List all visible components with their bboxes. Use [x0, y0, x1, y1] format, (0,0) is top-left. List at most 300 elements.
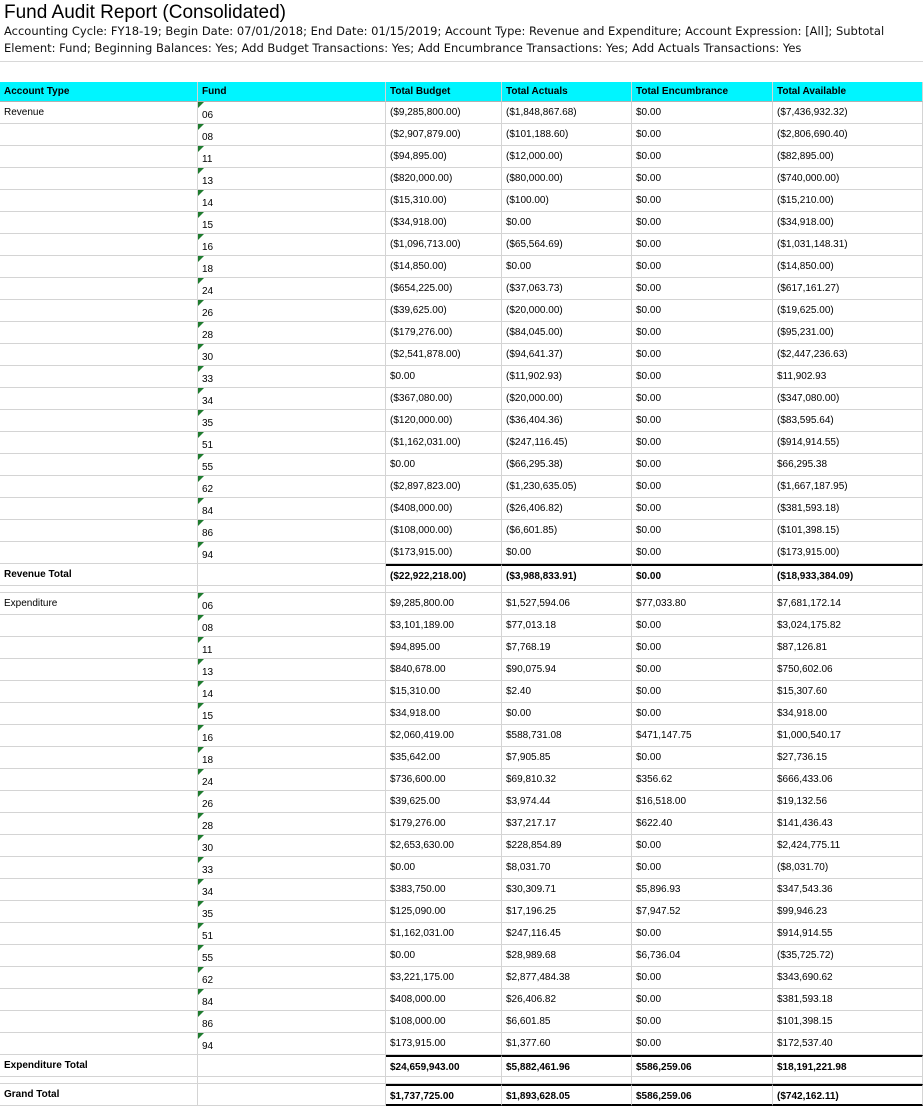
- fund-cell[interactable]: [198, 454, 386, 476]
- total-budget-cell[interactable]: $9,285,800.00: [386, 593, 502, 615]
- total-encumbrance-cell[interactable]: $586,259.06: [632, 1084, 773, 1106]
- total-available-cell[interactable]: $343,690.62: [773, 967, 923, 989]
- total-available-cell[interactable]: $381,593.18: [773, 989, 923, 1011]
- total-actuals-cell[interactable]: ($101,188.60): [502, 124, 632, 146]
- total-encumbrance-cell[interactable]: $0.00: [632, 146, 773, 168]
- total-budget-cell[interactable]: $39,625.00: [386, 791, 502, 813]
- blank-fund-cell[interactable]: [198, 1084, 386, 1106]
- account-type-cell[interactable]: [0, 659, 198, 681]
- total-encumbrance-cell[interactable]: $0.00: [632, 190, 773, 212]
- total-actuals-cell[interactable]: $228,854.89: [502, 835, 632, 857]
- total-budget-cell[interactable]: $0.00: [386, 857, 502, 879]
- total-actuals-cell[interactable]: $0.00: [502, 703, 632, 725]
- account-type-cell[interactable]: [0, 945, 198, 967]
- account-type-cell[interactable]: [0, 146, 198, 168]
- account-type-cell[interactable]: [0, 432, 198, 454]
- total-actuals-cell[interactable]: ($100.00): [502, 190, 632, 212]
- total-actuals-cell[interactable]: ($20,000.00): [502, 388, 632, 410]
- total-actuals-cell[interactable]: $1,527,594.06: [502, 593, 632, 615]
- fund-cell[interactable]: [198, 615, 386, 637]
- total-label[interactable]: Expenditure Total: [0, 1055, 198, 1077]
- total-available-cell[interactable]: ($101,398.15): [773, 520, 923, 542]
- total-actuals-cell[interactable]: $30,309.71: [502, 879, 632, 901]
- fund-cell[interactable]: [198, 879, 386, 901]
- total-actuals-cell[interactable]: ($94,641.37): [502, 344, 632, 366]
- col-header-fund[interactable]: Fund: [198, 82, 386, 102]
- total-budget-cell[interactable]: ($34,918.00): [386, 212, 502, 234]
- total-encumbrance-cell[interactable]: $0.00: [632, 542, 773, 564]
- total-budget-cell[interactable]: ($367,080.00): [386, 388, 502, 410]
- account-type-cell[interactable]: Expenditure: [0, 593, 198, 615]
- fund-cell[interactable]: [198, 476, 386, 498]
- total-available-cell[interactable]: $66,295.38: [773, 454, 923, 476]
- total-actuals-cell[interactable]: $0.00: [502, 256, 632, 278]
- total-actuals-cell[interactable]: $69,810.32: [502, 769, 632, 791]
- total-available-cell[interactable]: ($83,595.64): [773, 410, 923, 432]
- total-encumbrance-cell[interactable]: $0.00: [632, 637, 773, 659]
- total-actuals-cell[interactable]: ($65,564.69): [502, 234, 632, 256]
- total-budget-cell[interactable]: $383,750.00: [386, 879, 502, 901]
- table-row: [0, 102, 923, 124]
- total-actuals-cell[interactable]: $5,882,461.96: [502, 1055, 632, 1077]
- fund-cell[interactable]: [198, 102, 386, 124]
- total-actuals-cell[interactable]: $17,196.25: [502, 901, 632, 923]
- total-budget-cell[interactable]: $3,221,175.00: [386, 967, 502, 989]
- total-encumbrance-cell[interactable]: $0.00: [632, 212, 773, 234]
- total-actuals-cell[interactable]: ($80,000.00): [502, 168, 632, 190]
- total-available-cell[interactable]: $172,537.40: [773, 1033, 923, 1055]
- total-available-cell[interactable]: ($15,210.00): [773, 190, 923, 212]
- fund-cell[interactable]: [198, 344, 386, 366]
- total-budget-cell[interactable]: ($179,276.00): [386, 322, 502, 344]
- total-available-cell[interactable]: ($617,161.27): [773, 278, 923, 300]
- total-budget-cell[interactable]: ($22,922,218.00): [386, 564, 502, 586]
- fund-cell[interactable]: [198, 593, 386, 615]
- total-available-cell[interactable]: ($1,667,187.95): [773, 476, 923, 498]
- total-budget-cell[interactable]: ($2,541,878.00): [386, 344, 502, 366]
- account-type-cell[interactable]: [0, 190, 198, 212]
- total-available-cell[interactable]: ($1,031,148.31): [773, 234, 923, 256]
- total-actuals-cell[interactable]: $77,013.18: [502, 615, 632, 637]
- total-budget-cell[interactable]: $2,060,419.00: [386, 725, 502, 747]
- total-budget-cell[interactable]: $0.00: [386, 454, 502, 476]
- total-actuals-cell[interactable]: $6,601.85: [502, 1011, 632, 1033]
- total-budget-cell[interactable]: ($9,285,800.00): [386, 102, 502, 124]
- fund-cell[interactable]: [198, 124, 386, 146]
- fund-code: 14: [202, 689, 214, 700]
- fund-cell[interactable]: [198, 725, 386, 747]
- total-available-cell[interactable]: $1,000,540.17: [773, 725, 923, 747]
- total-available-cell[interactable]: ($381,593.18): [773, 498, 923, 520]
- account-type-cell[interactable]: [0, 542, 198, 564]
- total-available-cell[interactable]: $101,398.15: [773, 1011, 923, 1033]
- account-type-cell[interactable]: [0, 901, 198, 923]
- total-budget-cell[interactable]: ($14,850.00): [386, 256, 502, 278]
- total-available-cell[interactable]: ($18,933,384.09): [773, 564, 923, 586]
- total-encumbrance-cell[interactable]: $0.00: [632, 366, 773, 388]
- total-budget-cell[interactable]: ($1,162,031.00): [386, 432, 502, 454]
- fund-cell[interactable]: [198, 967, 386, 989]
- report-title: Fund Audit Report (Consolidated): [4, 2, 286, 23]
- total-actuals-cell[interactable]: $0.00: [502, 212, 632, 234]
- total-available-cell[interactable]: $27,736.15: [773, 747, 923, 769]
- total-budget-cell[interactable]: $24,659,943.00: [386, 1055, 502, 1077]
- account-type-cell[interactable]: [0, 725, 198, 747]
- total-budget-cell[interactable]: $15,310.00: [386, 681, 502, 703]
- total-actuals-cell[interactable]: ($37,063.73): [502, 278, 632, 300]
- total-actuals-cell[interactable]: ($247,116.45): [502, 432, 632, 454]
- total-encumbrance-cell[interactable]: $0.00: [632, 989, 773, 1011]
- total-available-cell[interactable]: $914,914.55: [773, 923, 923, 945]
- fund-cell[interactable]: [198, 813, 386, 835]
- fund-cell[interactable]: [198, 835, 386, 857]
- total-encumbrance-cell[interactable]: $0.00: [632, 344, 773, 366]
- total-encumbrance-cell[interactable]: $0.00: [632, 322, 773, 344]
- account-type-cell[interactable]: [0, 967, 198, 989]
- total-budget-cell[interactable]: ($173,915.00): [386, 542, 502, 564]
- account-type-cell[interactable]: [0, 410, 198, 432]
- total-available-cell[interactable]: $15,307.60: [773, 681, 923, 703]
- fund-cell[interactable]: [198, 659, 386, 681]
- total-budget-cell[interactable]: $108,000.00: [386, 1011, 502, 1033]
- text-number-marker-icon: [198, 322, 204, 328]
- total-budget-cell[interactable]: ($94,895.00): [386, 146, 502, 168]
- total-available-cell[interactable]: $18,191,221.98: [773, 1055, 923, 1077]
- total-actuals-cell[interactable]: ($3,988,833.91): [502, 564, 632, 586]
- table-row: [0, 703, 923, 725]
- column-header-row: [0, 82, 923, 104]
- text-number-marker-icon: [198, 967, 204, 973]
- table-row: [0, 857, 923, 879]
- total-encumbrance-cell[interactable]: $0.00: [632, 564, 773, 586]
- total-actuals-cell[interactable]: $26,406.82: [502, 989, 632, 1011]
- text-number-marker-icon: [198, 857, 204, 863]
- fund-cell[interactable]: [198, 1011, 386, 1033]
- total-available-cell[interactable]: $666,433.06: [773, 769, 923, 791]
- total-encumbrance-cell[interactable]: $586,259.06: [632, 1055, 773, 1077]
- account-type-cell[interactable]: [0, 454, 198, 476]
- total-actuals-cell[interactable]: $37,217.17: [502, 813, 632, 835]
- total-encumbrance-cell[interactable]: $0.00: [632, 615, 773, 637]
- account-type-cell[interactable]: [0, 234, 198, 256]
- account-type-cell[interactable]: [0, 212, 198, 234]
- total-budget-cell[interactable]: ($15,310.00): [386, 190, 502, 212]
- total-budget-cell[interactable]: ($1,096,713.00): [386, 234, 502, 256]
- account-type-cell[interactable]: [0, 857, 198, 879]
- total-actuals-cell[interactable]: ($1,848,867.68): [502, 102, 632, 124]
- total-available-cell[interactable]: ($173,915.00): [773, 542, 923, 564]
- total-actuals-cell[interactable]: ($1,230,635.05): [502, 476, 632, 498]
- total-encumbrance-cell[interactable]: $0.00: [632, 923, 773, 945]
- account-type-cell[interactable]: [0, 278, 198, 300]
- account-type-cell[interactable]: [0, 923, 198, 945]
- total-available-cell[interactable]: ($14,850.00): [773, 256, 923, 278]
- fund-cell[interactable]: [198, 769, 386, 791]
- total-budget-cell[interactable]: $840,678.00: [386, 659, 502, 681]
- total-actuals-cell[interactable]: $2,877,484.38: [502, 967, 632, 989]
- fund-cell[interactable]: [198, 410, 386, 432]
- account-type-cell[interactable]: [0, 388, 198, 410]
- text-number-marker-icon: [198, 945, 204, 951]
- total-available-cell[interactable]: $87,126.81: [773, 637, 923, 659]
- total-encumbrance-cell[interactable]: $0.00: [632, 1011, 773, 1033]
- total-available-cell[interactable]: ($7,436,932.32): [773, 102, 923, 124]
- fund-cell[interactable]: [198, 432, 386, 454]
- blank-fund-cell[interactable]: [198, 1055, 386, 1077]
- total-available-cell[interactable]: ($35,725.72): [773, 945, 923, 967]
- total-available-cell[interactable]: ($2,447,236.63): [773, 344, 923, 366]
- total-encumbrance-cell[interactable]: $0.00: [632, 234, 773, 256]
- total-available-cell[interactable]: ($742,162.11): [773, 1084, 923, 1106]
- total-budget-cell[interactable]: $0.00: [386, 366, 502, 388]
- account-type-cell[interactable]: [0, 747, 198, 769]
- total-budget-cell[interactable]: $408,000.00: [386, 989, 502, 1011]
- total-budget-cell[interactable]: $1,737,725.00: [386, 1084, 502, 1106]
- fund-cell[interactable]: [198, 703, 386, 725]
- total-actuals-cell[interactable]: $7,768.19: [502, 637, 632, 659]
- account-type-cell[interactable]: Revenue: [0, 102, 198, 124]
- total-budget-cell[interactable]: ($39,625.00): [386, 300, 502, 322]
- total-available-cell[interactable]: $34,918.00: [773, 703, 923, 725]
- total-budget-cell[interactable]: $173,915.00: [386, 1033, 502, 1055]
- table-row: [0, 124, 923, 146]
- total-encumbrance-cell[interactable]: $6,736.04: [632, 945, 773, 967]
- account-type-cell[interactable]: [0, 366, 198, 388]
- total-encumbrance-cell[interactable]: $0.00: [632, 300, 773, 322]
- account-type-cell[interactable]: [0, 1033, 198, 1055]
- total-encumbrance-cell[interactable]: $0.00: [632, 278, 773, 300]
- total-encumbrance-cell[interactable]: $16,518.00: [632, 791, 773, 813]
- total-actuals-cell[interactable]: ($20,000.00): [502, 300, 632, 322]
- total-actuals-cell[interactable]: $247,116.45: [502, 923, 632, 945]
- total-available-cell[interactable]: $347,543.36: [773, 879, 923, 901]
- total-actuals-cell[interactable]: ($66,295.38): [502, 454, 632, 476]
- fund-cell[interactable]: [198, 791, 386, 813]
- total-encumbrance-cell[interactable]: $0.00: [632, 967, 773, 989]
- fund-cell[interactable]: [198, 212, 386, 234]
- total-encumbrance-cell[interactable]: $0.00: [632, 747, 773, 769]
- total-actuals-cell[interactable]: $28,989.68: [502, 945, 632, 967]
- account-type-cell[interactable]: [0, 989, 198, 1011]
- account-type-cell[interactable]: [0, 813, 198, 835]
- fund-cell[interactable]: [198, 234, 386, 256]
- text-number-marker-icon: [198, 703, 204, 709]
- total-encumbrance-cell[interactable]: $0.00: [632, 703, 773, 725]
- account-type-cell[interactable]: [0, 791, 198, 813]
- fund-cell[interactable]: [198, 366, 386, 388]
- total-encumbrance-cell[interactable]: $471,147.75: [632, 725, 773, 747]
- total-actuals-cell[interactable]: $588,731.08: [502, 725, 632, 747]
- total-encumbrance-cell[interactable]: $0.00: [632, 476, 773, 498]
- fund-cell[interactable]: [198, 681, 386, 703]
- total-available-cell[interactable]: ($740,000.00): [773, 168, 923, 190]
- account-type-cell[interactable]: [0, 879, 198, 901]
- total-budget-cell[interactable]: $35,642.00: [386, 747, 502, 769]
- text-number-marker-icon: [198, 212, 204, 218]
- account-type-cell[interactable]: [0, 256, 198, 278]
- fund-cell[interactable]: [198, 857, 386, 879]
- total-encumbrance-cell[interactable]: $0.00: [632, 168, 773, 190]
- fund-cell[interactable]: [198, 901, 386, 923]
- account-type-cell[interactable]: [0, 168, 198, 190]
- col-header-total-encumbrance[interactable]: Total Encumbrance: [632, 82, 773, 102]
- account-type-cell[interactable]: [0, 769, 198, 791]
- total-actuals-cell[interactable]: $8,031.70: [502, 857, 632, 879]
- total-encumbrance-cell[interactable]: $0.00: [632, 432, 773, 454]
- account-type-cell[interactable]: [0, 322, 198, 344]
- total-encumbrance-cell[interactable]: $0.00: [632, 659, 773, 681]
- total-available-cell[interactable]: $750,602.06: [773, 659, 923, 681]
- total-budget-cell[interactable]: $736,600.00: [386, 769, 502, 791]
- fund-code: 34: [202, 887, 214, 898]
- total-budget-cell[interactable]: ($820,000.00): [386, 168, 502, 190]
- fund-cell[interactable]: [198, 256, 386, 278]
- total-actuals-cell[interactable]: ($26,406.82): [502, 498, 632, 520]
- total-available-cell[interactable]: ($914,914.55): [773, 432, 923, 454]
- total-budget-cell[interactable]: $3,101,189.00: [386, 615, 502, 637]
- total-actuals-cell[interactable]: $0.00: [502, 542, 632, 564]
- total-actuals-cell[interactable]: ($36,404.36): [502, 410, 632, 432]
- total-encumbrance-cell[interactable]: $0.00: [632, 1033, 773, 1055]
- fund-cell[interactable]: [198, 322, 386, 344]
- text-number-marker-icon: [198, 725, 204, 731]
- total-budget-cell[interactable]: ($2,907,879.00): [386, 124, 502, 146]
- fund-cell[interactable]: [198, 989, 386, 1011]
- account-type-cell[interactable]: [0, 1011, 198, 1033]
- col-header-account-type[interactable]: Account Type: [0, 82, 198, 102]
- account-type-cell[interactable]: [0, 344, 198, 366]
- total-available-cell[interactable]: $19,132.56: [773, 791, 923, 813]
- account-type-cell[interactable]: [0, 703, 198, 725]
- total-actuals-cell[interactable]: ($12,000.00): [502, 146, 632, 168]
- col-header-total-budget[interactable]: Total Budget: [386, 82, 502, 102]
- total-budget-cell[interactable]: $94,895.00: [386, 637, 502, 659]
- total-budget-cell[interactable]: $2,653,630.00: [386, 835, 502, 857]
- total-label[interactable]: Grand Total: [0, 1084, 198, 1106]
- total-available-cell[interactable]: ($347,080.00): [773, 388, 923, 410]
- total-actuals-cell[interactable]: ($11,902.93): [502, 366, 632, 388]
- total-actuals-cell[interactable]: $1,377.60: [502, 1033, 632, 1055]
- fund-cell[interactable]: [198, 498, 386, 520]
- account-type-cell[interactable]: [0, 124, 198, 146]
- total-available-cell[interactable]: ($2,806,690.40): [773, 124, 923, 146]
- fund-code: 84: [202, 506, 214, 517]
- fund-cell[interactable]: [198, 168, 386, 190]
- total-actuals-cell[interactable]: $90,075.94: [502, 659, 632, 681]
- total-encumbrance-cell[interactable]: $0.00: [632, 835, 773, 857]
- total-available-cell[interactable]: ($19,625.00): [773, 300, 923, 322]
- total-encumbrance-cell[interactable]: $0.00: [632, 520, 773, 542]
- total-available-cell[interactable]: $3,024,175.82: [773, 615, 923, 637]
- total-budget-cell[interactable]: $179,276.00: [386, 813, 502, 835]
- fund-cell[interactable]: [198, 945, 386, 967]
- total-actuals-cell[interactable]: $7,905.85: [502, 747, 632, 769]
- total-budget-cell[interactable]: ($654,225.00): [386, 278, 502, 300]
- total-budget-cell[interactable]: ($120,000.00): [386, 410, 502, 432]
- total-available-cell[interactable]: $11,902.93: [773, 366, 923, 388]
- fund-cell[interactable]: [198, 747, 386, 769]
- total-encumbrance-cell[interactable]: $622.40: [632, 813, 773, 835]
- table-row: [0, 747, 923, 769]
- fund-cell[interactable]: [198, 923, 386, 945]
- total-encumbrance-cell[interactable]: $0.00: [632, 102, 773, 124]
- total-actuals-cell[interactable]: $2.40: [502, 681, 632, 703]
- total-available-cell[interactable]: ($8,031.70): [773, 857, 923, 879]
- text-number-marker-icon: [198, 234, 204, 240]
- total-available-cell[interactable]: $141,436.43: [773, 813, 923, 835]
- total-encumbrance-cell[interactable]: $0.00: [632, 857, 773, 879]
- table-row: [0, 388, 923, 410]
- total-budget-cell[interactable]: $125,090.00: [386, 901, 502, 923]
- fund-cell[interactable]: [198, 1033, 386, 1055]
- total-encumbrance-cell[interactable]: $77,033.80: [632, 593, 773, 615]
- fund-cell[interactable]: [198, 146, 386, 168]
- account-type-cell[interactable]: [0, 637, 198, 659]
- total-label[interactable]: Revenue Total: [0, 564, 198, 586]
- fund-cell[interactable]: [198, 637, 386, 659]
- total-available-cell[interactable]: $99,946.23: [773, 901, 923, 923]
- total-budget-cell[interactable]: $1,162,031.00: [386, 923, 502, 945]
- account-type-cell[interactable]: [0, 520, 198, 542]
- total-actuals-cell[interactable]: ($6,601.85): [502, 520, 632, 542]
- account-type-cell[interactable]: [0, 300, 198, 322]
- total-encumbrance-cell[interactable]: $0.00: [632, 256, 773, 278]
- account-type-cell[interactable]: [0, 615, 198, 637]
- total-actuals-cell[interactable]: $1,893,628.05: [502, 1084, 632, 1106]
- total-available-cell[interactable]: $2,424,775.11: [773, 835, 923, 857]
- total-budget-cell[interactable]: $0.00: [386, 945, 502, 967]
- total-encumbrance-cell[interactable]: $0.00: [632, 388, 773, 410]
- total-encumbrance-cell[interactable]: $0.00: [632, 454, 773, 476]
- total-available-cell[interactable]: ($95,231.00): [773, 322, 923, 344]
- total-encumbrance-cell[interactable]: $0.00: [632, 498, 773, 520]
- text-number-marker-icon: [198, 989, 204, 995]
- total-encumbrance-cell[interactable]: $356.62: [632, 769, 773, 791]
- total-encumbrance-cell[interactable]: $7,947.52: [632, 901, 773, 923]
- col-header-total-actuals[interactable]: Total Actuals: [502, 82, 632, 102]
- fund-cell[interactable]: [198, 388, 386, 410]
- total-encumbrance-cell[interactable]: $5,896.93: [632, 879, 773, 901]
- total-actuals-cell[interactable]: ($84,045.00): [502, 322, 632, 344]
- total-budget-cell[interactable]: $34,918.00: [386, 703, 502, 725]
- account-type-cell[interactable]: [0, 835, 198, 857]
- blank-fund-cell[interactable]: [198, 564, 386, 586]
- total-available-cell[interactable]: $7,681,172.14: [773, 593, 923, 615]
- total-available-cell[interactable]: ($34,918.00): [773, 212, 923, 234]
- total-encumbrance-cell[interactable]: $0.00: [632, 681, 773, 703]
- fund-cell[interactable]: [198, 278, 386, 300]
- account-type-cell[interactable]: [0, 476, 198, 498]
- fund-cell[interactable]: [198, 300, 386, 322]
- total-encumbrance-cell[interactable]: $0.00: [632, 124, 773, 146]
- fund-cell[interactable]: [198, 542, 386, 564]
- total-budget-cell[interactable]: ($2,897,823.00): [386, 476, 502, 498]
- fund-cell[interactable]: [198, 520, 386, 542]
- total-available-cell[interactable]: ($82,895.00): [773, 146, 923, 168]
- col-header-total-available[interactable]: Total Available: [773, 82, 923, 102]
- table-row: [0, 879, 923, 901]
- fund-cell[interactable]: [198, 190, 386, 212]
- table-row: [0, 520, 923, 542]
- account-type-cell[interactable]: [0, 681, 198, 703]
- total-budget-cell[interactable]: ($108,000.00): [386, 520, 502, 542]
- total-encumbrance-cell[interactable]: $0.00: [632, 410, 773, 432]
- fund-code: 13: [202, 176, 214, 187]
- total-budget-cell[interactable]: ($408,000.00): [386, 498, 502, 520]
- spacer-row: [0, 62, 923, 82]
- total-actuals-cell[interactable]: $3,974.44: [502, 791, 632, 813]
- account-type-cell[interactable]: [0, 498, 198, 520]
